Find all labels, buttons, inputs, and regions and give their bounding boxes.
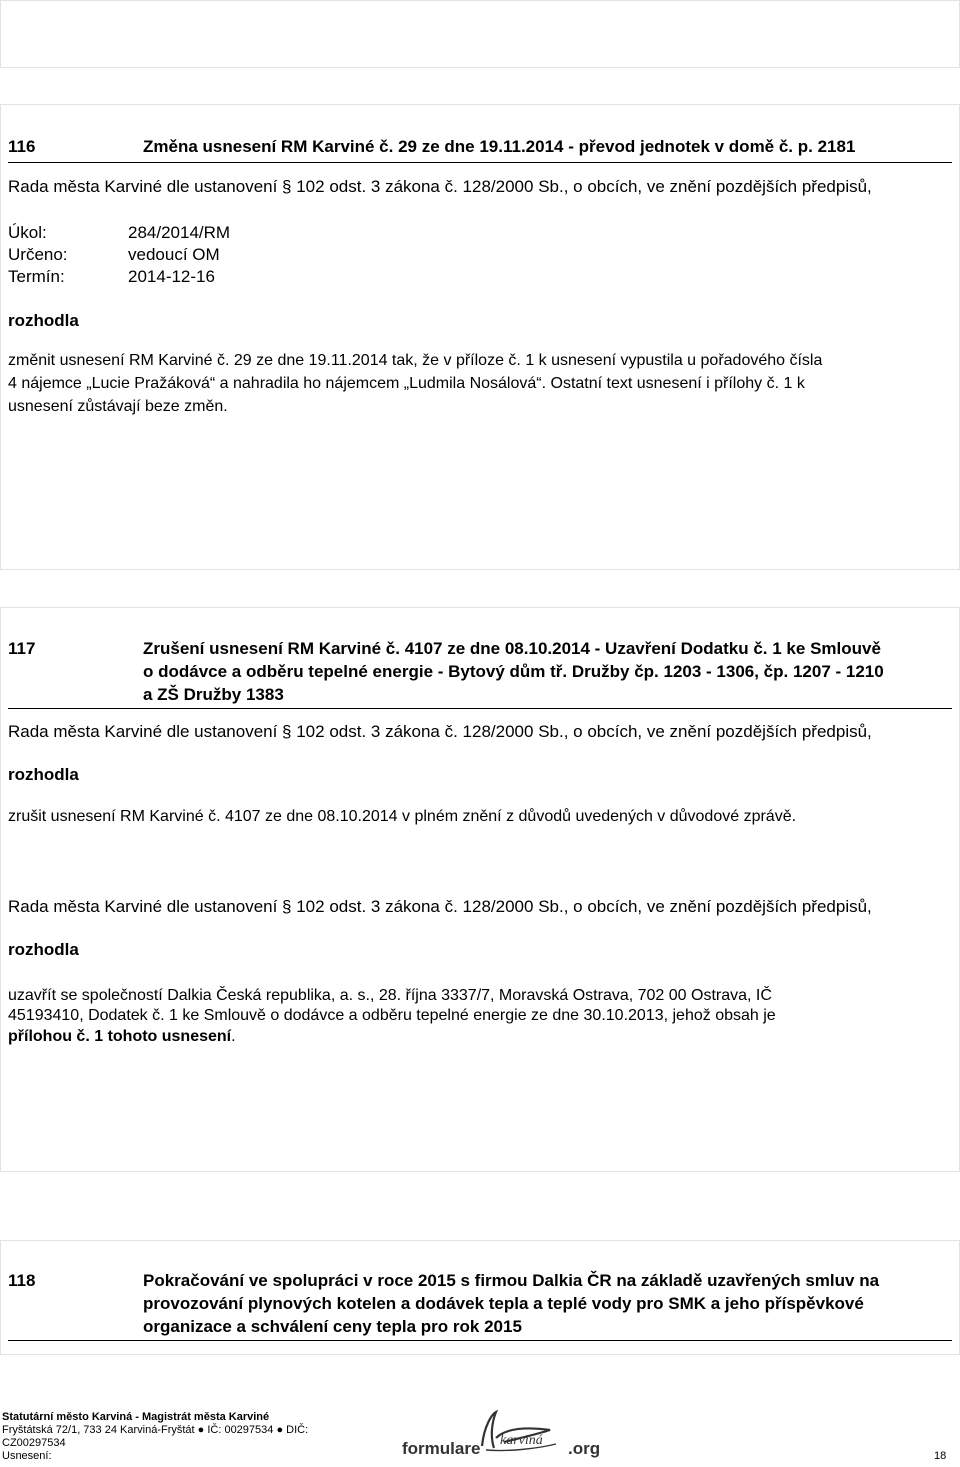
logo-text-left: formulare [402,1439,481,1458]
item-118-title-line-2: provozování plynových kotelen a dodávek tepla a teplé vody pro SMK a jeho příspěvkové [143,1294,864,1313]
assigned-value: vedoucí OM [128,245,220,264]
body-2-period: . [231,1028,236,1045]
item-117-body-1: zrušit usnesení RM Karviné č. 4107 ze dne 08.10.2014 v plném znění z důvodů uvedených v důvodové zprávě. [8,808,797,825]
item-116-number: 116 [8,137,36,156]
item-116-rule [8,162,952,163]
attachment-reference: přílohou č. 1 tohoto usnesení [8,1028,232,1045]
item-117-title-line-1: Zrušení usnesení RM Karviné č. 4107 ze dne 08.10.2014 - Uzavření Dodatku č. 1 ke Smlouvě [143,639,881,658]
page-number: 18 [934,1450,947,1462]
logo-text-right: .org [568,1439,601,1458]
item-117-rule [8,708,952,709]
item-118-number: 118 [8,1271,36,1290]
item-116-title: Změna usnesení RM Karviné č. 29 ze dne 19.11.2014 - převod jednotek v domě č. p. 2181 [143,137,856,156]
item-116-body-line-1: změnit usnesení RM Karviné č. 29 ze dne 19.11.2014 tak, že v příloze č. 1 k usnesení vypustila u pořadového čísla [8,352,823,369]
item-117-decided-2: rozhodla [8,940,79,959]
footer-organization: Statutární město Karviná - Magistrát města Karviné [2,1411,270,1423]
item-116-authority: Rada města Karviné dle ustanovení § 102 odst. 3 zákona č. 128/2000 Sb., o obcích, ve znění pozdějších předpisů, [8,177,872,196]
footer-address: Fryštátská 72/1, 733 24 Karviná-Fryštát ● IČ: 00297534 ● DIČ: [2,1424,309,1436]
assigned-label: Určeno: [8,245,68,264]
item-116-body-line-2: 4 nájemce „Lucie Pražáková“ a nahradila ho nájemcem „Ludmila Nosálová“. Ostatní text usnesení i přílohy č. 1 k [8,375,805,392]
item-117-title-line-3: a ZŠ Družby 1383 [143,685,284,704]
item-117-decided-1: rozhodla [8,765,79,784]
item-117-body-2-line-1: uzavřít se společností Dalkia Česká republika, a. s., 28. října 3337/7, Moravská Ostrava, 702 00 Ostrava, IČ [8,987,772,1004]
item-116-decided: rozhodla [8,311,79,330]
top-frame [0,0,960,68]
formulare-karvina-logo [400,1408,616,1462]
item-117-authority-1: Rada města Karviné dle ustanovení § 102 odst. 3 zákona č. 128/2000 Sb., o obcích, ve znění pozdějších předpisů, [8,722,872,741]
item-116-body-line-3: usnesení zůstávají beze změn. [8,398,228,415]
task-label: Úkol: [8,223,47,242]
footer-resolutions-label: Usnesení: [2,1450,52,1462]
item-117-body-2-line-3 [8,1026,236,1047]
item-117-title-line-2: o dodávce a odběru tepelné energie - Bytový dům tř. Družby čp. 1203 - 1306, čp. 1207 - 1210 [143,662,884,681]
item-117-authority-2: Rada města Karviné dle ustanovení § 102 odst. 3 zákona č. 128/2000 Sb., o obcích, ve znění pozdějších předpisů, [8,897,872,916]
item-117-number: 117 [8,639,36,658]
task-value: 284/2014/RM [128,223,231,242]
logo-graphic [400,1408,616,1462]
deadline-value: 2014-12-16 [128,267,215,286]
section-116-frame [0,104,960,570]
item-118-title-line-1: Pokračování ve spolupráci v roce 2015 s firmou Dalkia ČR na základě uzavřených smluv na [143,1271,880,1290]
deadline-label: Termín: [8,267,65,286]
item-118-title-line-3: organizace a schválení ceny tepla pro rok 2015 [143,1317,522,1336]
item-118-rule [8,1340,952,1341]
footer-vat: CZ00297534 [2,1437,66,1449]
item-117-body-2-line-2: 45193410, Dodatek č. 1 ke Smlouvě o dodávce a odběru tepelné energie ze dne 30.10.2013, jehož obsah je [8,1007,776,1024]
logo-text-mid: karviná [500,1433,543,1448]
